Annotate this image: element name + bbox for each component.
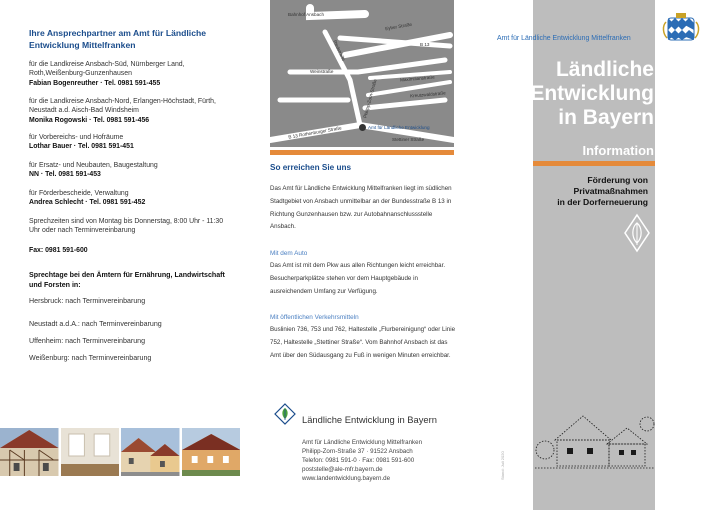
timber-house-photo [0,428,59,476]
cover-title-line: in Bayern [558,106,654,129]
subject-line: Förderung von [587,175,648,185]
office-hours: Sprechzeiten sind von Montag bis Donnerstag, 8:00 Uhr - 11:30 Uhr oder nach Terminvereinbarung [29,218,224,235]
map-label: Riedstraße [332,39,347,62]
branch-item: Neustadt a.d.A.: nach Terminvereinbarung [29,320,162,328]
bavarian-coat-of-arms-icon [662,12,700,42]
footer-address-line: Philipp-Zorn-Straße 37 · 91522 Ansbach [302,448,413,455]
map-label: B 13 [420,42,430,47]
branch-item: Hersbruck: nach Terminvereinbarung [29,297,146,305]
fax-number: Fax: 0981 591-600 [29,247,88,254]
footer-brand: Ländliche Entwicklung in Bayern [302,414,437,425]
leaf-emblem-icon [624,213,650,253]
contact-person: NN · Tel. 0981 591-453 [29,171,101,179]
contact-block [29,161,234,180]
car-text: Das Amt ist mit dem Pkw aus allen Richtungen leicht erreichbar. Besucherparkplätze stehen vor dem Hauptgebäude in ausreichendem Umfang zur Verfügung. [270,262,446,295]
footer-email[interactable]: poststelle@ale-mfr.bayern.de [302,466,383,473]
directions-intro: Das Amt für Ländliche Entwicklung Mittelfranken liegt im südlichen Stadtgebiet von Ansbach unmittelbar an der Bundesstraße B 13 in Richtung Gunzenhausen bzw. zur Autobahnanschlussstelle Ansbach. [270,185,452,231]
print-date-note: Stand: Juli 2020 [500,451,505,480]
contact-block [29,133,234,152]
map-label: Amt für Ländliche Entwicklung [368,125,430,130]
subject-line: in der Dorferneuerung [557,197,648,207]
car-title: Mit dem Auto [270,250,308,257]
branch-item: Uffenheim: nach Terminvereinbarung [29,337,146,345]
contact-desc: für die Landkreise Ansbach-Süd, Nürnberger Land, Roth,Weißenburg-Gunzenhausen [29,61,185,78]
branch-item: Weißenburg: nach Terminvereinbarung [29,354,152,362]
cover-title-line: Ländliche [555,58,654,81]
contact-block [29,97,234,125]
map-label: Weinstraße [310,69,334,74]
orange-divider [270,150,454,155]
contact-desc: für Vorbereichs- und Hofräume [29,134,124,141]
leaf-logo-icon [274,403,296,425]
contact-panel [0,0,240,510]
directions-title: So erreichen Sie uns [270,163,351,172]
public-transport-title: Mit öffentlichen Verkehrsmitteln [270,314,359,321]
contact-desc: für Ersatz- und Neubauten, Baugestaltung [29,162,158,169]
office-name: Amt für Ländliche Entwicklung Mittelfranken [497,35,631,42]
brochure-subject [533,175,648,208]
map-label: Eyber Straße [384,21,413,32]
map-label: Kreutzwaldstraße [409,90,446,99]
map-label: Philipp-Zorn-Straße [362,78,378,119]
cover-title [500,58,654,130]
contacts-title: Ihre Ansprechpartner am Amt für Ländliche Entwicklung Mittelfranken [29,28,207,50]
interior-photo [61,428,120,476]
farmhouse-photo [182,428,241,476]
map-label: B 13 Rothenburger Straße [287,125,342,140]
photo-strip [0,428,240,476]
contact-block [29,189,234,208]
info-label: Information [582,143,654,158]
footer-address [302,438,422,483]
footer-website[interactable]: www.landentwicklung.bayern.de [302,475,391,482]
map-label: Maximilianstraße [399,74,435,83]
footer-address-line: Telefon: 0981 591-0 · Fax: 0981 591-600 [302,457,415,464]
branches-title: Sprechtage bei den Ämtern für Ernährung, Landwirtschaft und Forsten in: [29,271,225,289]
contact-person: Fabian Bogenreuther · Tel. 0981 591-455 [29,79,161,87]
map-label: Bahnhof Ansbach [288,12,325,17]
contact-person: Lothar Bauer · Tel. 0981 591-451 [29,143,134,151]
village-photo [121,428,180,476]
subject-line: Privatmaßnahmen [573,186,648,196]
contact-person: Andrea Schlecht · Tel. 0981 591-452 [29,199,146,207]
cover-title-line: Entwicklung [530,82,654,105]
contact-block [29,60,234,88]
public-transport-text: Buslinien 736, 753 und 762, Haltestelle „Flurbereinigung“ oder Linie 752, Haltestelle „Stettiner Straße“. Vom Bahnhof Ansbach ist das Amt über den Südausgang zu Fuß in wenigen Minuten erreichbar. [270,326,456,359]
location-marker-icon [359,124,366,131]
contact-desc: für Förderbescheide, Verwaltung [29,190,129,197]
footer-address-line: Amt für Ländliche Entwicklung Mittelfranken [302,439,423,446]
location-map [270,0,454,147]
village-sketch-illustration [535,400,655,476]
contact-person: Monika Rogowski · Tel. 0981 591-456 [29,116,150,124]
map-label: Stettiner Straße [392,137,425,142]
contact-desc: für die Landkreise Ansbach-Nord, Erlangen-Höchstadt, Fürth, Neustadt a.d. Aisch-Bad Windsheim [29,98,216,115]
info-orange-bar [533,161,655,166]
